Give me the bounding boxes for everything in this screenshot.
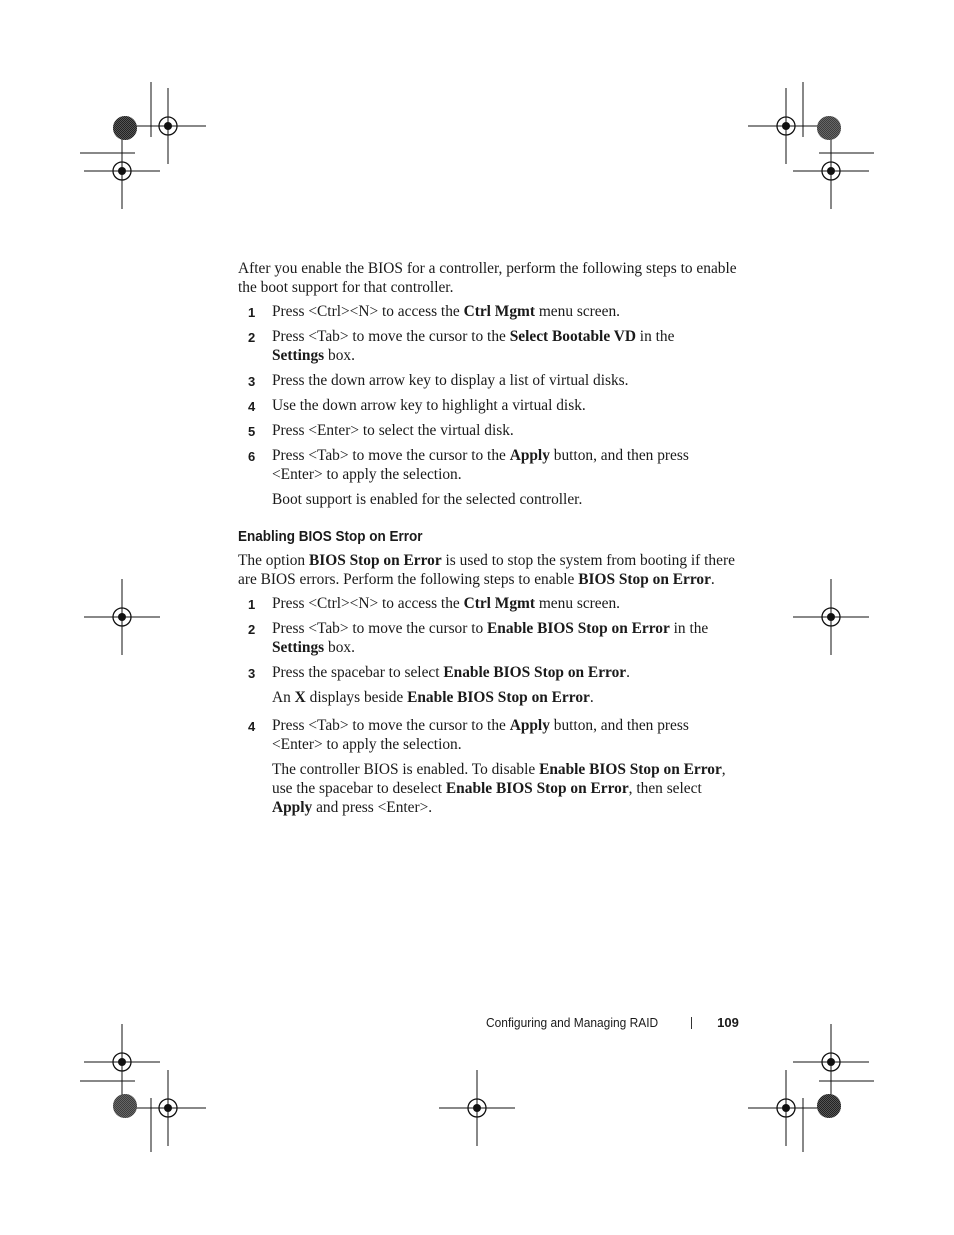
registration-mark bbox=[748, 88, 824, 164]
step-number: 1 bbox=[248, 597, 256, 612]
list-item: 4 Use the down arrow key to highlight a virtual disk. bbox=[248, 397, 586, 414]
step-number: 3 bbox=[248, 374, 256, 389]
step-number: 5 bbox=[248, 424, 256, 439]
chapter-title: Configuring and Managing RAID bbox=[486, 1015, 659, 1030]
list-item: 2 Press <Tab> to move the cursor to the Select Bootable VD in the Settings box. bbox=[248, 328, 675, 364]
registration-mark bbox=[130, 1070, 206, 1146]
registration-mark bbox=[793, 1024, 869, 1100]
step-number: 2 bbox=[248, 622, 256, 637]
list-item: 5 Press <Enter> to select the virtual disk. bbox=[248, 422, 514, 439]
list-item: 3 Press the down arrow key to display a list of virtual disks. bbox=[248, 372, 629, 389]
color-target bbox=[113, 1094, 137, 1118]
footer-separator bbox=[691, 1017, 692, 1029]
step-number: 3 bbox=[248, 666, 256, 681]
page-number: 109 bbox=[717, 1015, 739, 1030]
list-item: 3 Press the spacebar to select Enable BIOS Stop on Error. bbox=[248, 664, 630, 681]
list-item: 4 Press <Tab> to move the cursor to the Apply button, and then press <Enter> to apply the selection. bbox=[248, 717, 689, 753]
page-content bbox=[238, 259, 738, 817]
list-item: 2 Press <Tab> to move the cursor to Enable BIOS Stop on Error in the Settings box. bbox=[248, 620, 709, 656]
step-number: 2 bbox=[248, 330, 256, 345]
list-item: 1 Press <Ctrl><N> to access the Ctrl Mgmt menu screen. bbox=[248, 595, 621, 612]
registration-mark bbox=[84, 579, 160, 655]
section-paragraph: The option BIOS Stop on Error is used to stop the system from booting if there are BIOS errors. Perform the following steps to enable BIOS Stop on Error. bbox=[238, 552, 735, 588]
section-heading: Enabling BIOS Stop on Error bbox=[238, 528, 423, 545]
step-number: 4 bbox=[248, 719, 256, 734]
step-note: The controller BIOS is enabled. To disable Enable BIOS Stop on Error, use the spacebar to deselect Enable BIOS Stop on Error, then select Apply and press <Enter>. bbox=[272, 761, 726, 816]
registration-mark bbox=[84, 133, 160, 209]
step-note: Boot support is enabled for the selected controller. bbox=[272, 491, 583, 508]
registration-mark bbox=[84, 1024, 160, 1100]
step-number: 1 bbox=[248, 305, 256, 320]
step-number: 6 bbox=[248, 449, 256, 464]
registration-mark bbox=[130, 88, 206, 164]
step-number: 4 bbox=[248, 399, 256, 414]
color-target bbox=[113, 116, 137, 140]
page-footer bbox=[486, 1015, 739, 1030]
registration-mark bbox=[439, 1070, 515, 1146]
registration-mark bbox=[793, 133, 869, 209]
registration-mark bbox=[748, 1070, 824, 1146]
intro-paragraph: After you enable the BIOS for a controller, perform the following steps to enable the boot support for that controller. bbox=[238, 260, 737, 296]
list-item: 1 Press <Ctrl><N> to access the Ctrl Mgmt menu screen. bbox=[248, 303, 621, 320]
color-target bbox=[817, 1094, 841, 1118]
step-note: An X displays beside Enable BIOS Stop on Error. bbox=[272, 689, 594, 706]
color-target bbox=[817, 116, 841, 140]
list-item: 6 Press <Tab> to move the cursor to the Apply button, and then press <Enter> to apply the selection. bbox=[248, 447, 689, 483]
registration-mark bbox=[793, 579, 869, 655]
